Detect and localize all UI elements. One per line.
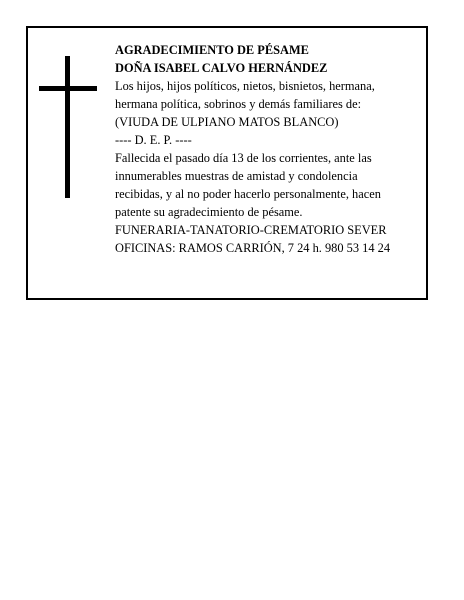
latin-cross-icon [28, 28, 108, 228]
notice-line-7: recibidas, y al no poder hacerlo personalmente, hacen [115, 187, 381, 201]
notice-line-5: Fallecida el pasado día 13 de los corrientes, ante las [115, 151, 372, 165]
notice-line-2: hermana política, sobrinos y demás familiares de: [115, 97, 362, 111]
notice-line-3: (VIUDA DE ULPIANO MATOS BLANCO) [115, 115, 339, 129]
notice-title: AGRADECIMIENTO DE PÉSAME [115, 43, 309, 57]
notice-line-6: innumerables muestras de amistad y condolencia [115, 169, 358, 183]
funeral-home-name: FUNERARIA-TANATORIO-CREMATORIO SEVER [115, 223, 387, 237]
notice-line-4: ---- D. E. P. ---- [115, 133, 192, 147]
notice-text [115, 41, 423, 257]
cross-horizontal-bar [39, 86, 97, 91]
notice-line-1: Los hijos, hijos políticos, nietos, bisnietos, hermana, [115, 79, 375, 93]
notice-line-8: patente su agradecimiento de pésame. [115, 205, 303, 219]
obituary-notice [26, 26, 428, 300]
cross-vertical-bar [65, 56, 70, 198]
funeral-home-contact: OFICINAS: RAMOS CARRIÓN, 7 24 h. 980 53 14 24 [115, 241, 391, 255]
deceased-name: DOÑA ISABEL CALVO HERNÁNDEZ [115, 61, 328, 75]
